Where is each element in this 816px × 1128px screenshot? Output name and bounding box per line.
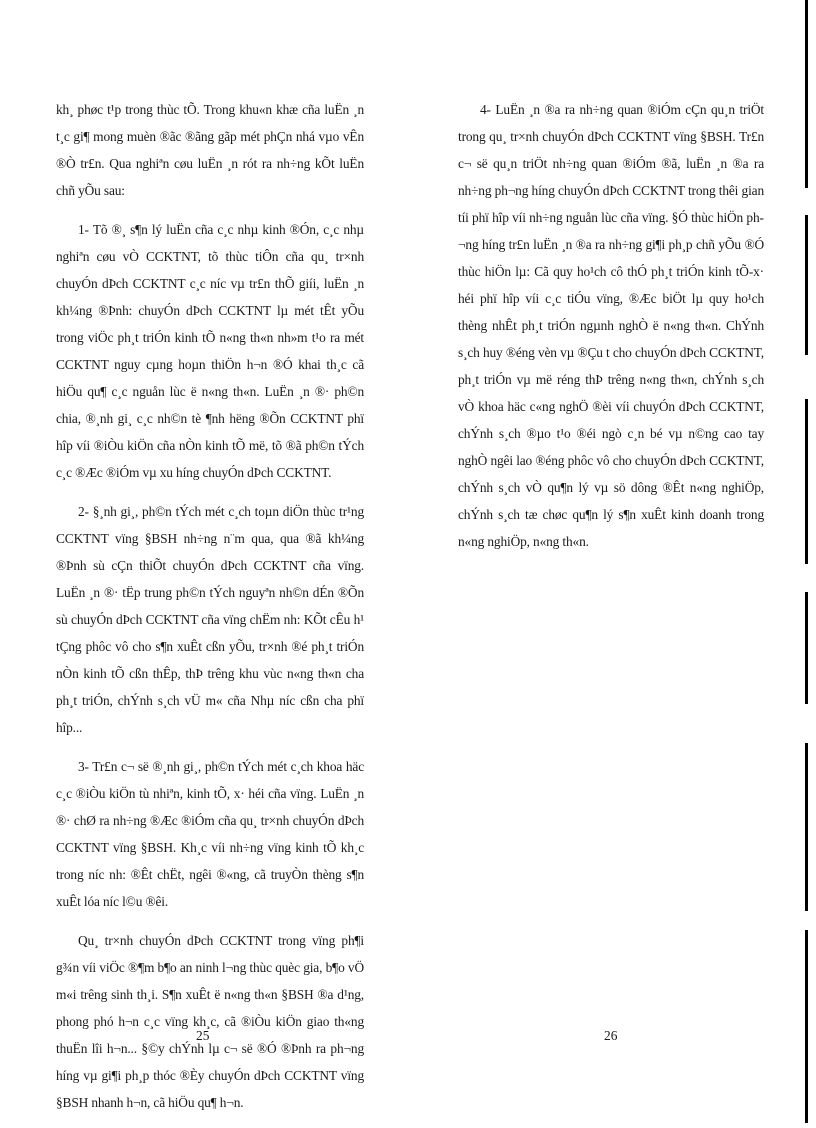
page-edge-border [805,215,808,355]
left-page-text [56,96,364,1128]
page-edge-border [805,930,808,1123]
paragraph-intro: kh¸ phøc t¹p trong thùc tÕ. Trong khu«n khæ cña luËn ¸n t¸c gi¶ mong muèn ®ãc ®ãng gãp mét phÇn nhá vµo vÊn ®Ò tr£n. Qua nghiªn cøu luËn ¸n rót ra nh÷ng kÕt luËn chñ yÕu sau: [56,102,364,198]
right-page-text [458,96,764,567]
paragraph-conclusion-2: 2- §¸nh gi¸, ph©n tÝch mét c¸ch toµn diÖn thùc tr¹ng CCKTNT vïng §BSH nh÷ng n¨m qua, qua ®ã kh¼ng ®Þnh sù cÇn thiÕt chuyÓn dÞch CCKTNT cña vïng. LuËn ¸n ®· tËp trung ph©n tÝch nguyªn nh©n dÉn ®Õn sù chuyÓn dÞch CCKTNT cña vïng chËm nh: KÕt cÊu h¹ tÇng phôc vô cho s¶n xuÊt cßn yÕu, tr×nh ®é ph¸t triÓn nÒn kinh tÕ cßn thÊp, thÞ trêng khu vùc n«ng th«n cha ph¸t triÓn, chÝnh s¸ch vÜ m« cña Nhµ níc cßn cha phï hîp... [56,504,364,735]
page-edge-border [805,592,808,704]
page-edge-border [805,399,808,564]
page-number-left: 25 [196,1028,210,1043]
page-number-right: 26 [604,1028,618,1043]
paragraph-conclusion-1: 1- Tõ ®¸ s¶n lý luËn cña c¸c nhµ kinh ®Ón, c¸c nhµ nghiªn cøu vÒ CCKTNT, tõ thùc tiÔn cña qu¸ tr×nh chuyÓn dÞch CCKTNT c¸c níc vµ tr£n thÕ giíi, luËn ¸n kh¼ng ®Þnh: chuyÓn dÞch CCKTNT lµ mét tÊt yÕu trong viÖc ph¸t triÓn kinh tÕ n«ng th«n nh»m t¹o ra mét CCKTNT nguy cµng hoµn thiÖn h¬n ®Ó khai th¸c cã hiÖu qu¶ c¸c nguån lùc ë n«ng th«n. LuËn ¸n ®· ph©n chia, ®¸nh gi¸ c¸c nh©n tè ¶nh hëng ®Õn CCKTNT phï hîp víi ®iÒu kiÖn cña nÒn kinh tÕ më, tõ ®ã ph©n tÝch c¸c ®Æc ®iÓm vµ xu híng chuyÓn dÞch CCKTNT. [56,222,364,480]
paragraph-process: Qu¸ tr×nh chuyÓn dÞch CCKTNT trong vïng ph¶i g¾n víi viÖc ®¶m b¶o an ninh l¬ng thùc quèc gia, b¶o vÖ m«i trêng sinh th¸i. S¶n xuÊt ë n«ng th«n §BSH ®a d¹ng, phong phó h¬n c¸c vïng kh¸c, cã ®iÒu kiÖn giao th«ng thuËn lîi h¬n... §©y chÝnh lµ c¬ së ®Ó ®Þnh ra ph¬ng híng vµ gi¶i ph¸p thóc ®Èy chuyÓn dÞch CCKTNT vïng §BSH nhanh h¬n, cã hiÖu qu¶ h¬n. [56,933,364,1110]
page-edge-border [805,0,808,188]
paragraph-conclusion-4: 4- LuËn ¸n ®a ra nh÷ng quan ®iÓm cÇn qu¸n triÖt trong qu¸ tr×nh chuyÓn dÞch CCKTNT vïng §BSH. Tr£n c¬ së qu¸n triÖt nh÷ng quan ®iÓm ®ã, luËn ¸n ®a ra nh÷ng ph¬ng híng chuyÓn dÞch CCKTNT trong thêi gian tíi phï hîp víi nh÷ng nguån lùc cña vïng. §Ó thùc hiÖn ph¬ng híng tr£n luËn ¸n ®a ra nh÷ng gi¶i ph¸p chñ yÕu ®Ó thùc hiÖn lµ: Cã quy ho¹ch cô thÓ ph¸t triÓn kinh tÕ-x· héi phï hîp víi c¸c tiÓu vïng, ®Æc biÖt lµ quy ho¹ch thèng nhÊt ph¸t triÓn ngµnh nghÒ ë n«ng th«n. ChÝnh s¸ch huy ®éng vèn vµ ®Çu t cho chuyÓn dÞch CCKTNT, ph¸t triÓn vµ më réng thÞ trêng n«ng th«n, chÝnh s¸ch vÒ khoa häc c«ng nghÖ ®èi víi chuyÓn dÞch CCKTNT, chÝnh s¸ch ®µo t¹o ®éi ngò c¸n bé vµ n©ng cao tay nghÒ ngêi lao ®éng phôc vô cho chuyÓn dÞch CCKTNT, chÝnh s¸ch vÒ qu¶n lý vµ sö dông ®Êt n«ng nghiÖp, chÝnh s¸ch tæ chøc qu¶n lý s¶n xuÊt kinh doanh trong n«ng nghiÖp, n«ng th«n. [458,102,764,549]
page-edge-border [805,743,808,911]
paragraph-conclusion-3: 3- Tr£n c¬ së ®¸nh gi¸, ph©n tÝch mét c¸ch khoa häc c¸c ®iÒu kiÖn tù nhiªn, kinh tÕ, x· héi cña vïng. LuËn ¸n ®· chØ ra nh÷ng ®Æc ®iÓm cña qu¸ tr×nh chuyÓn dÞch CCKTNT vïng §BSH. Kh¸c víi nh÷ng vïng kinh tÕ kh¸c trong níc nh: ®Êt chËt, ngêi ®«ng, cã truyÒn thèng s¶n xuÊt lóa níc l©u ®êi. [56,759,364,909]
